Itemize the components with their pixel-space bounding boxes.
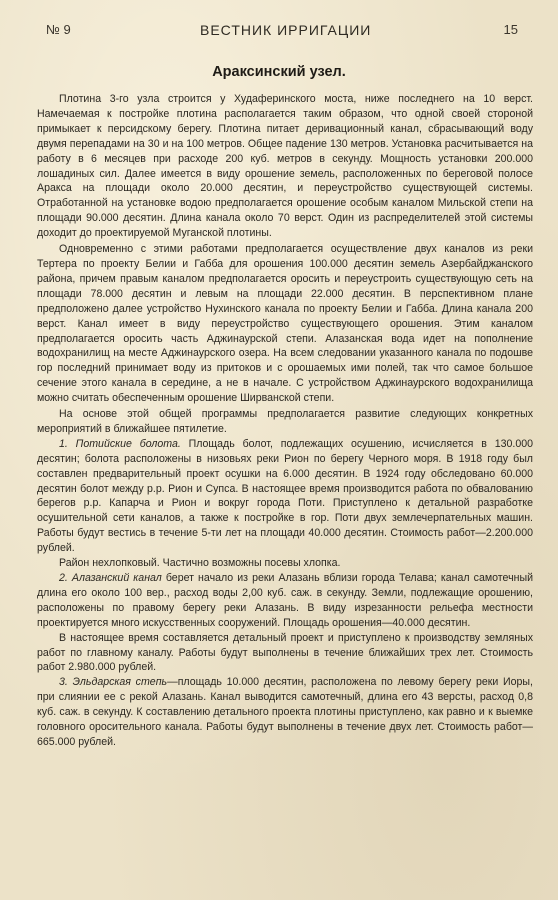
paragraph [37,407,533,437]
paragraph-text: Район нехлопковый. Частично возможны посевы хлопка. [59,557,341,570]
paragraph [37,437,533,556]
paragraph-text: —площадь 10.000 десятин, расположена по левому берегу реки Иоры, при слиянии ее с рекой Алазань. Канал выводится самотечный, длина его 43 версты, расход 0,8 куб. саж. в секунду. К составлению детального проекта плотины приступлено, как равно и к выемке головного оросительного канала. Работы будут выполнены в течение двух лет. Стоимость работ—665.000 рублей. [37,676,533,748]
page-number: 15 [503,22,518,37]
article-title: Араксинский узел. [212,64,346,80]
paragraph [37,242,533,406]
section-lead: 1. Потийские болота. [59,437,181,450]
paragraph [37,631,533,676]
paragraph-text: Одновременно с этими работами предполагается осуществление двух каналов из реки Тертера по проекту Белии и Габба для орошения 100.000 десятин земель Азербайджанского района, причем правым каналом предполагается оросить и переустроить существующую сеть на площади 78.000 десятин и левым на площади 22.000 десятин. В перспективном плане предположено далее устройство Нухинского канала по проекту Белии и Габба. Длина канала 200 верст. Канал имеет в виду переустройство существующего орошения. Этим каналом предполагается оросить часть Аджинаурской степи. Алазанская вода идет на пополнение водохранилищ на месте Аджинаурского озера. На всем следовании указанного канала по подошве гор последний принимает воду из притоков и с орошаемых ими полей, так что самое большое сечение этого канала в середине, а не в начале. С устройством Аджинаурского водохранилища можно считать обеспеченным орошение Ширванской степи. [37,243,533,405]
paragraph [37,675,533,750]
issue-number: № 9 [46,22,71,37]
journal-title: ВЕСТНИК ИРРИГАЦИИ [200,22,372,38]
running-header [0,22,558,42]
section-lead: 3. Эльдарская степь [59,676,168,689]
section-lead: 2. Алазанский канал [59,572,162,584]
paragraph [37,571,533,631]
paragraph-text: Площадь болот, подлежащих осушению, исчисляется в 130.000 десятин; болота расположены в низовьях реки Рион по берегу Черного моря. В 1918 году был составлен предварительный проект осушки на 6.000 десятин. В 1924 году обследовано 60.000 десятин болот между р.р. Рион и Супса. В настоящее время производится работа по обвалованию берегов р.р. Капарча и Рион и вокруг города Поти. Приступлено к детальной разработке осушительной сети каналов, а также к постройке в гор. Поти двух землечерпательных машин. Работы будут вестись в течение 5-ти лет на площади 40.000 десятин. Стоимость работ—2.200.000 рублей. [37,437,533,555]
paragraph [37,92,533,241]
paragraph-text: На основе этой общей программы предполагается развитие следующих конкретных мероприятий в ближайшее пятилетие. [37,408,533,435]
paragraph [37,556,533,571]
article-body [37,92,533,750]
paragraph-text: Плотина 3-го узла строится у Худаферинского моста, ниже последнего на 10 верст. Намечаемая к постройке плотина располагается таким образом, что одной своей стороной примыкает к персидскому берегу. Плотина питает деривационный канал, сбрасывающий воду двумя перепадами на 30 и на 100 метров. Общее падение 130 метров. Установка расчитывается на работу в 6 месяцев при расходе 200 куб. метров в секунду. Мощность установки 200.000 лошадиных сил. Далее имеется в виду орошение земель, расположенных по береговой полосе Аракса на площади около 20.000 десятин, и переустройство существующей системы. Отработанной на установке водою предполагается орошение особым каналом Мильской степи на площади 90.000 десятин. Длина канала около 70 верст. Один из распределителей этой системы доходит до проектируемой Муганской плотины. [37,93,533,240]
paragraph-text: В настоящее время составляется детальный проект и приступлено к производству земляных работ по главному каналу. Работы будут выполнены в течение ближайших трех лет. Стоимость работ 2.980.000 рублей. [37,631,533,674]
paragraph-text: берет начало из реки Алазань вблизи города Телава; канал самотечный длина его около 100 вер., расход воды 2,00 куб. саж. в секунду. Земли, подлежащие орошению, расположены по правому берегу реки Алазань. В виду изрезанности рельефа местности проектируется много искусственных сооружений. Площадь орошения—40.000 десятин. [37,572,533,629]
